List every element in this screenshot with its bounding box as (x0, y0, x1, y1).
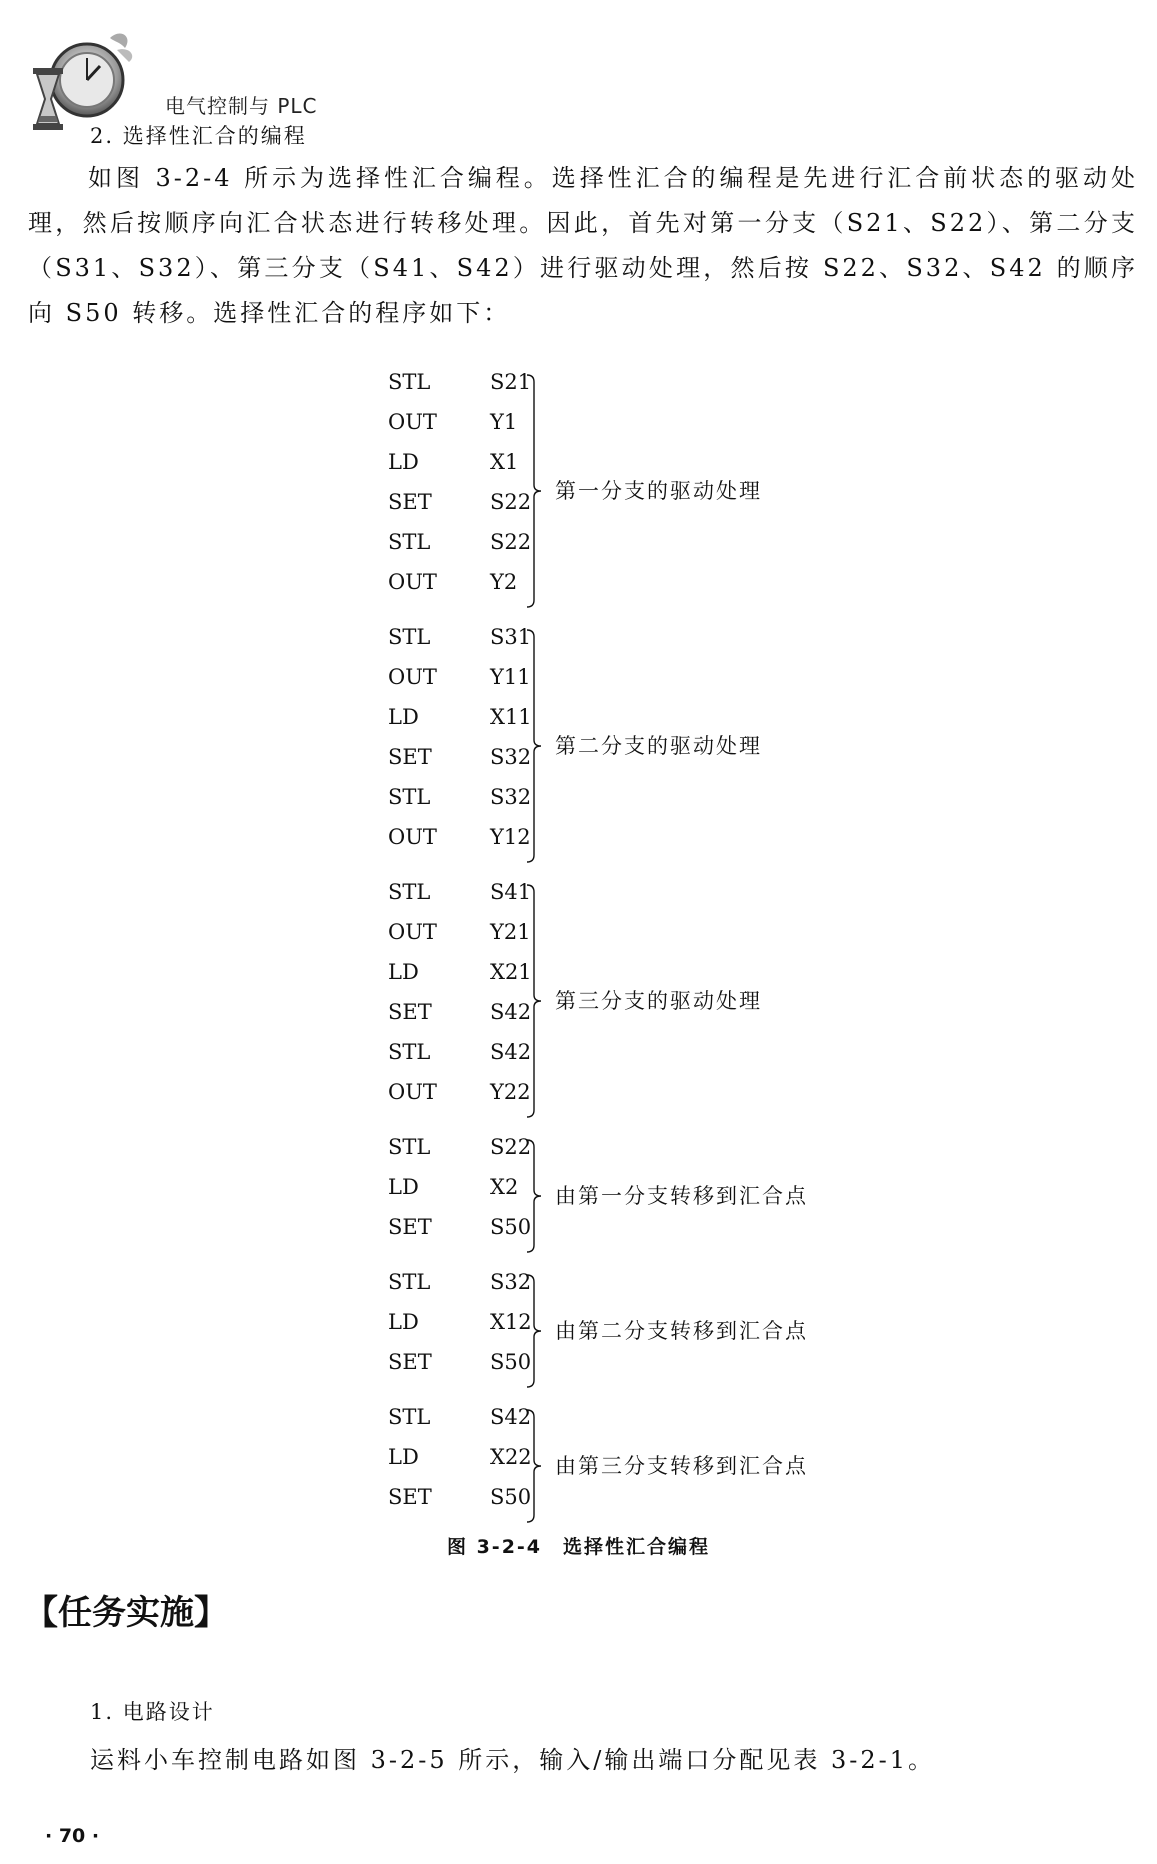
right-brace-icon (525, 629, 547, 863)
instruction-row (380, 1040, 580, 1080)
instruction-operand: Y22 (490, 1080, 531, 1104)
instruction-operand: S41 (490, 880, 532, 904)
instruction-operand: S22 (490, 1135, 532, 1159)
instruction-mnemonic: SET (388, 745, 432, 769)
program-group (380, 370, 900, 610)
program-group (380, 1135, 900, 1255)
right-brace-icon (525, 884, 547, 1118)
instruction-mnemonic: STL (388, 1040, 431, 1064)
program-group (380, 625, 900, 865)
instruction-operand: S50 (490, 1485, 532, 1509)
instruction-mnemonic: LD (388, 450, 419, 474)
group-description: 由第一分支转移到汇合点 (555, 1184, 808, 1208)
task-heading: 1. 电路设计 (90, 1700, 215, 1724)
right-brace-icon (525, 1139, 547, 1253)
instruction-operand: X12 (490, 1310, 532, 1334)
instruction-operand: S42 (490, 1405, 532, 1429)
section-heading: 2. 选择性汇合的编程 (90, 124, 307, 148)
program-group (380, 880, 900, 1120)
instruction-mnemonic: STL (388, 785, 431, 809)
instruction-mnemonic: OUT (388, 825, 437, 849)
program-group (380, 1270, 900, 1390)
instruction-mnemonic: LD (388, 1310, 419, 1334)
instruction-operand: S31 (490, 625, 532, 649)
instruction-row (380, 450, 580, 490)
instruction-operand: X22 (490, 1445, 532, 1469)
instruction-row (380, 370, 580, 410)
instruction-mnemonic: STL (388, 370, 431, 394)
instruction-mnemonic: STL (388, 880, 431, 904)
instruction-operand: X11 (490, 705, 532, 729)
instruction-row (380, 1000, 580, 1040)
group-description: 第三分支的驱动处理 (555, 989, 762, 1013)
instruction-operand: S22 (490, 530, 532, 554)
instruction-mnemonic: STL (388, 625, 431, 649)
instruction-operand: Y2 (490, 570, 518, 594)
instruction-row (380, 745, 580, 785)
group-description: 由第二分支转移到汇合点 (555, 1319, 808, 1343)
instruction-row (380, 410, 580, 450)
task-section-title: 【任务实施】 (24, 1593, 228, 1633)
instruction-mnemonic: SET (388, 1215, 432, 1239)
instruction-row (380, 960, 580, 1000)
instruction-row (380, 920, 580, 960)
task-text: 运料小车控制电路如图 3-2-5 所示，输入/输出端口分配见表 3-2-1。 (90, 1746, 936, 1774)
instruction-mnemonic: STL (388, 530, 431, 554)
instruction-mnemonic: OUT (388, 410, 437, 434)
instruction-mnemonic: SET (388, 1350, 432, 1374)
body-paragraph: 如图 3-2-4 所示为选择性汇合编程。选择性汇合的编程是先进行汇合前状态的驱动处理，然后按顺序向汇合状态进行转移处理。因此，首先对第一分支（S21、S22）、第二分支（S31、S32）、第三分支（S41、S42）进行驱动处理，然后按 S22、S32、S42 的顺序向 S50 转移。选择性汇合的程序如下： (28, 164, 1138, 327)
instruction-mnemonic: LD (388, 1175, 419, 1199)
group-description: 第一分支的驱动处理 (555, 479, 762, 503)
instruction-mnemonic: STL (388, 1270, 431, 1294)
instruction-mnemonic: OUT (388, 665, 437, 689)
instruction-operand: X2 (490, 1175, 519, 1199)
instruction-row (380, 1485, 580, 1525)
instruction-row (380, 880, 580, 920)
instruction-mnemonic: SET (388, 1000, 432, 1024)
instruction-row (380, 1215, 580, 1255)
right-brace-icon (525, 1409, 547, 1523)
instruction-row (380, 1445, 580, 1485)
instruction-operand: S50 (490, 1215, 532, 1239)
instruction-operand: S22 (490, 490, 532, 514)
instruction-row (380, 1175, 580, 1215)
instruction-row (380, 705, 580, 745)
instruction-operand: S42 (490, 1040, 532, 1064)
instruction-operand: S32 (490, 785, 532, 809)
instruction-mnemonic: OUT (388, 1080, 437, 1104)
instruction-row (380, 785, 580, 825)
instruction-row (380, 1310, 580, 1350)
instruction-mnemonic: SET (388, 490, 432, 514)
instruction-operand: S21 (490, 370, 532, 394)
right-brace-icon (525, 1274, 547, 1388)
instruction-mnemonic: LD (388, 1445, 419, 1469)
instruction-mnemonic: STL (388, 1135, 431, 1159)
instruction-operand: S32 (490, 745, 532, 769)
instruction-row (380, 490, 580, 530)
instruction-row (380, 1350, 580, 1390)
figure-caption: 图 3-2-4 选择性汇合编程 (446, 1536, 711, 1558)
instruction-operand: Y21 (490, 920, 531, 944)
right-brace-icon (525, 374, 547, 608)
instruction-operand: S50 (490, 1350, 532, 1374)
group-description: 第二分支的驱动处理 (555, 734, 762, 758)
instruction-row (380, 1270, 580, 1310)
instruction-operand: X21 (490, 960, 532, 984)
instruction-operand: Y1 (490, 410, 518, 434)
instruction-row (380, 1080, 580, 1120)
instruction-row (380, 625, 580, 665)
instruction-row (380, 825, 580, 865)
page-number: · 70 · (45, 1825, 100, 1847)
instruction-row (380, 1405, 580, 1445)
program-group (380, 1405, 900, 1525)
instruction-mnemonic: OUT (388, 570, 437, 594)
instruction-row (380, 665, 580, 705)
book-title: 电气控制与 PLC (165, 94, 318, 118)
instruction-operand: S32 (490, 1270, 532, 1294)
instruction-mnemonic: LD (388, 705, 419, 729)
group-description: 由第三分支转移到汇合点 (555, 1454, 808, 1478)
instruction-row (380, 530, 580, 570)
instruction-row (380, 1135, 580, 1175)
instruction-mnemonic: STL (388, 1405, 431, 1429)
instruction-operand: Y12 (490, 825, 531, 849)
instruction-mnemonic: SET (388, 1485, 432, 1509)
instruction-row (380, 570, 580, 610)
instruction-operand: S42 (490, 1000, 532, 1024)
instruction-operand: Y11 (490, 665, 531, 689)
instruction-mnemonic: OUT (388, 920, 437, 944)
instruction-mnemonic: LD (388, 960, 419, 984)
instruction-operand: X1 (490, 450, 519, 474)
